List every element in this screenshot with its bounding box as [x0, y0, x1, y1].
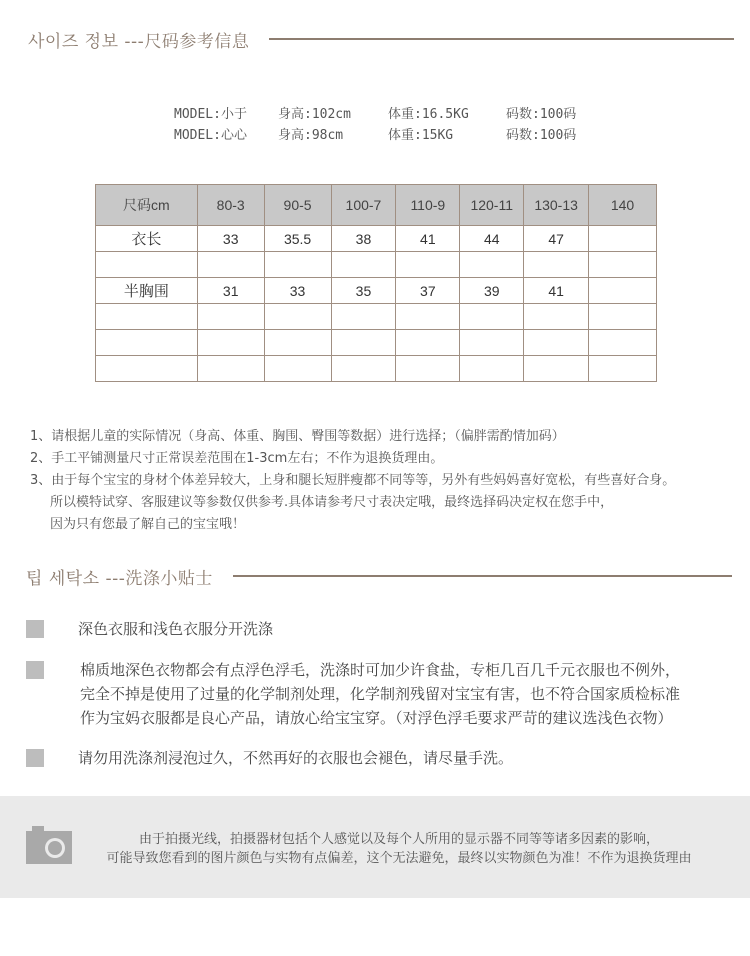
table-cell [589, 304, 657, 330]
table-row [96, 252, 657, 278]
table-row [96, 304, 657, 330]
table-cell [460, 304, 524, 330]
table-cell [331, 356, 396, 382]
note-3-end: 因为只有您最了解自己的宝宝哦！ [50, 517, 246, 532]
tip-item [26, 658, 680, 730]
camera-icon [26, 826, 72, 864]
size-info-title: 사이즈 정보 ---尺码参考信息 [28, 31, 250, 52]
table-cell: 33 [197, 226, 264, 252]
table-cell [96, 252, 198, 278]
table-cell [524, 252, 589, 278]
table-cell [331, 252, 396, 278]
table-cell: 31 [197, 278, 264, 304]
table-header-cell: 120-11 [460, 185, 524, 226]
table-row [96, 356, 657, 382]
table-cell: 41 [396, 226, 460, 252]
table-cell [589, 226, 657, 252]
tip-item [26, 617, 273, 641]
table-cell [197, 330, 264, 356]
table-cell [96, 356, 198, 382]
header-divider [233, 575, 732, 577]
table-cell [331, 304, 396, 330]
model-height: 身高:98cm [278, 128, 344, 143]
table-cell [264, 252, 331, 278]
table-cell: 半胸围 [96, 278, 198, 304]
model-size: 码数:100码 [506, 107, 577, 122]
table-cell: 39 [460, 278, 524, 304]
note-1: 1、请根据儿童的实际情况（身高、体重、胸围、臀围等数据）进行选择；（偏胖需酌情加码） [30, 429, 565, 444]
table-cell [96, 330, 198, 356]
table-row [96, 278, 657, 304]
table-cell [396, 304, 460, 330]
table-cell: 35.5 [264, 226, 331, 252]
model-row [174, 104, 576, 125]
table-cell [396, 330, 460, 356]
table-cell: 33 [264, 278, 331, 304]
table-header-cell: 90-5 [264, 185, 331, 226]
table-row [96, 330, 657, 356]
model-size: 码数:100码 [506, 128, 577, 143]
table-cell [589, 330, 657, 356]
header-divider [269, 38, 734, 40]
bullet-square-icon [26, 749, 44, 767]
table-cell [197, 252, 264, 278]
tip-text: 请勿用洗涤剂浸泡过久，不然再好的衣服也会褪色，请尽量手洗。 [78, 749, 514, 767]
size-table [95, 184, 657, 382]
table-header-cell: 100-7 [331, 185, 396, 226]
table-cell: 47 [524, 226, 589, 252]
table-cell: 44 [460, 226, 524, 252]
disclaimer-text [84, 830, 714, 868]
table-header-cell: 140 [589, 185, 657, 226]
table-cell [264, 304, 331, 330]
note-3-continued: 所以模特试穿、客服建议等参数仅供参考.具体请参考尺寸表决定哦，最终选择码决定权在您手中， [50, 495, 614, 510]
size-notes [30, 426, 675, 536]
bullet-square-icon [26, 661, 44, 679]
table-cell: 38 [331, 226, 396, 252]
note-2: 2、手工平铺测量尺寸正常误差范围在1-3cm左右；不作为退换货理由。 [30, 451, 444, 466]
table-cell: 41 [524, 278, 589, 304]
size-info-header [28, 24, 734, 54]
table-cell [460, 330, 524, 356]
bullet-square-icon [26, 620, 44, 638]
model-info [174, 104, 576, 146]
table-cell [264, 330, 331, 356]
table-cell [197, 356, 264, 382]
table-cell [396, 252, 460, 278]
tip-line: 棉质地深色衣物都会有点浮色浮毛，洗涤时可加少许食盐，专柜几百几千元衣服也不例外， [80, 661, 681, 679]
table-cell [264, 356, 331, 382]
model-name: MODEL:小于 [174, 107, 247, 122]
table-cell [331, 330, 396, 356]
model-weight: 体重:15KG [388, 128, 454, 143]
table-cell [589, 252, 657, 278]
tip-item [26, 746, 513, 770]
table-cell [396, 356, 460, 382]
model-weight: 体重:16.5KG [388, 107, 469, 122]
model-name: MODEL:心心 [174, 128, 247, 143]
table-cell [589, 278, 657, 304]
table-header-cell: 尺码cm [96, 185, 198, 226]
washing-tips-header [26, 561, 732, 591]
disclaimer-line: 由于拍摄光线，拍摄器材包括个人感觉以及每个人所用的显示器不同等等诸多因素的影响， [138, 832, 659, 847]
tip-line: 作为宝妈衣服都是良心产品，请放心给宝宝穿。（对浮色浮毛要求严苛的建议选浅色衣物） [80, 709, 673, 727]
table-header-cell: 80-3 [197, 185, 264, 226]
washing-tips-title: 팁 세탁소 ---洗涤小贴士 [26, 568, 213, 589]
tip-text: 深色衣服和浅色衣服分开洗涤 [78, 620, 274, 638]
table-cell [524, 330, 589, 356]
table-header-cell: 130-13 [524, 185, 589, 226]
table-cell: 37 [396, 278, 460, 304]
table-cell [524, 356, 589, 382]
table-header-cell: 110-9 [396, 185, 460, 226]
table-row [96, 226, 657, 252]
model-height: 身高:102cm [278, 107, 351, 122]
table-cell [96, 304, 198, 330]
table-cell: 衣长 [96, 226, 198, 252]
table-cell [460, 356, 524, 382]
tip-text [80, 658, 680, 730]
table-cell [197, 304, 264, 330]
disclaimer-line: 可能导致您看到的图片颜色与实物有点偏差，这个无法避免，最终以实物颜色为准！不作为退换货理由 [106, 851, 692, 866]
table-header-row [96, 185, 657, 226]
table-cell [589, 356, 657, 382]
table-cell [460, 252, 524, 278]
model-row [174, 125, 576, 146]
tip-line: 完全不掉是使用了过量的化学制剂处理，化学制剂残留对宝宝有害，也不符合国家质检标准 [80, 685, 681, 703]
note-3: 3、由于每个宝宝的身材个体差异较大，上身和腿长短胖瘦都不同等等，另外有些妈妈喜好宽松，有些喜好合身。 [30, 473, 676, 488]
table-cell: 35 [331, 278, 396, 304]
table-cell [524, 304, 589, 330]
